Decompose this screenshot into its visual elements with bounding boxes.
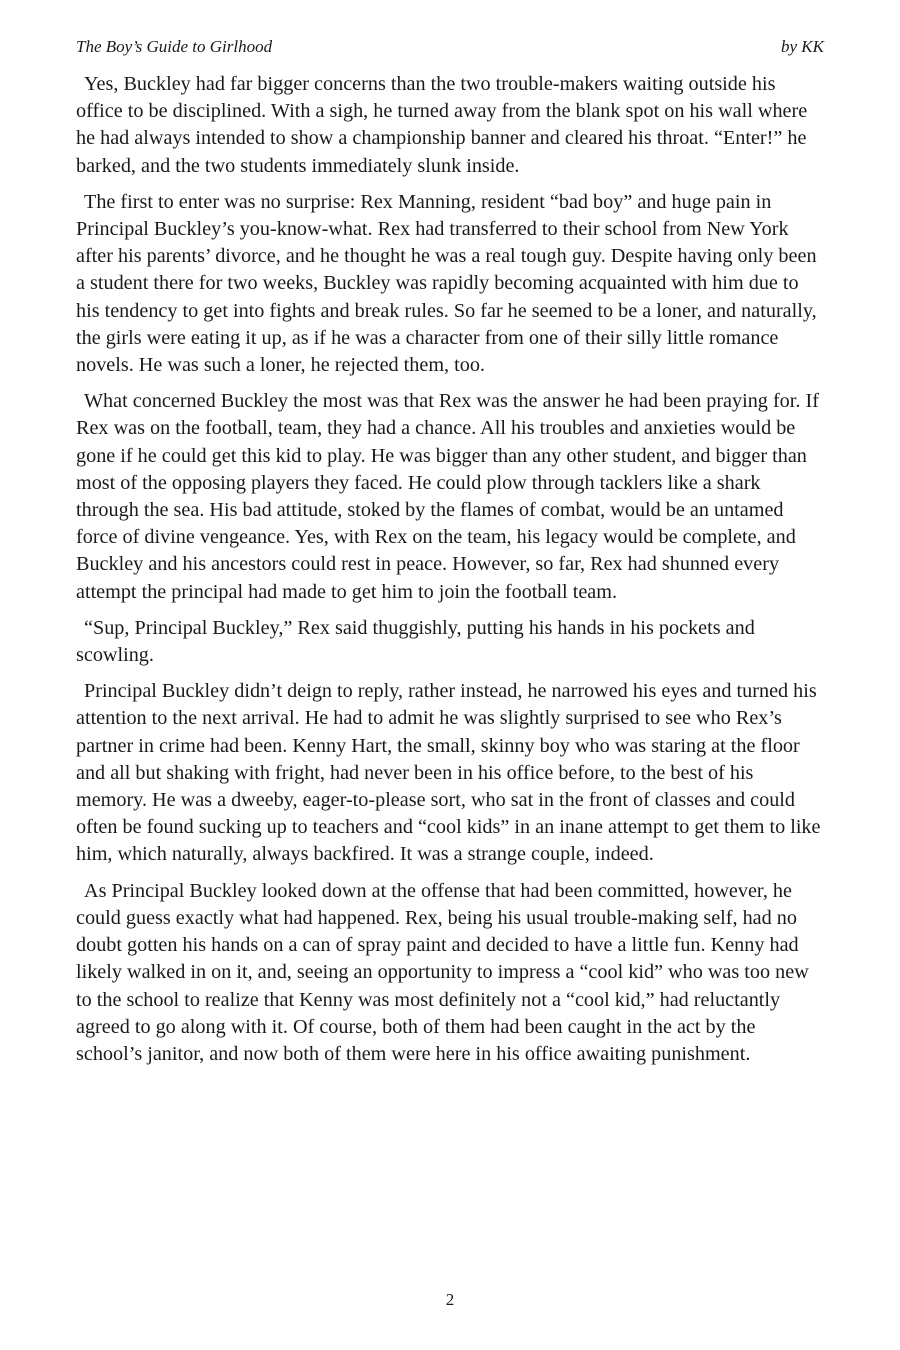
paragraph: Principal Buckley didn’t deign to reply, rather instead, he narrowed his eyes and turned his attention to the next arrival. He had to admit he was slightly surprised to see who Rex’s partner in crime had been. Kenny Hart, the small, skinny boy who was staring at the floor and all but shaking with fright, had never been in his office before, to the best of his memory. He was a dweeby, eager-to-please sort, who sat in the front of classes and could often be found sucking up to teachers and “cool kids” in an inane attempt to get them to like him, which naturally, always backfired. It was a strange couple, indeed.	[76, 680, 821, 866]
paragraph: What concerned Buckley the most was that Rex was the answer he had been praying for. If Rex was on the football, team, they had a chance. All his troubles and anxieties would be gone if he could get this kid to play. He was bigger than any other student, and bigger than most of the opposing players they faced. He could plow through tacklers like a shark through the sea. His bad attitude, stoked by the flames of combat, would be an untamed force of divine vengeance. Yes, with Rex on the team, his legacy would be complete, and Buckley and his ancestors could rest in peace. However, so far, Rex had shunned every attempt the principal had made to get him to join the football team.	[76, 390, 819, 603]
paragraph: “Sup, Principal Buckley,” Rex said thuggishly, putting his hands in his pockets and scowling.	[76, 616, 755, 667]
book-author: by KK	[781, 37, 824, 56]
paragraph: As Principal Buckley looked down at the offense that had been committed, however, he could guess exactly what had happened. Rex, being his usual trouble-making self, had no doubt gotten his hands on a can of spray paint and decided to have a little fun. Kenny had likely walked in on it, and, seeing an opportunity to impress a “cool kid” who was too new to the school to realize that Kenny was most definitely not a “cool kid,” had reluctantly agreed to go along with it. Of course, both of them had been caught in the act by the school’s janitor, and now both of them were here in his office awaiting punishment.	[76, 879, 809, 1065]
running-header	[76, 36, 824, 58]
paragraph: The first to enter was no surprise: Rex Manning, resident “bad boy” and huge pain in Principal Buckley’s you-know-what. Rex had transferred to their school from New York after his parents’ divorce, and he thought he was a real tough guy. Despite having only been a student there for two weeks, Buckley was rapidly becoming acquainted with him due to his tendency to get into fights and break rules. So far he seemed to be a loner, and naturally, the girls were eating it up, as if he was a character from one of their silly little romance novels. He was such a loner, he rejected them, too.	[76, 190, 817, 377]
body-text	[76, 71, 826, 1077]
page-number: 2	[445, 1290, 455, 1309]
book-title: The Boy’s Guide to Girlhood	[76, 37, 273, 56]
paragraph: Yes, Buckley had far bigger concerns than the two trouble-makers waiting outside his office to be disciplined. With a sigh, he turned away from the blank spot on his wall where he had always intended to show a championship banner and cleared his throat. “Enter!” he barked, and the two students immediately slunk inside.	[76, 73, 808, 177]
